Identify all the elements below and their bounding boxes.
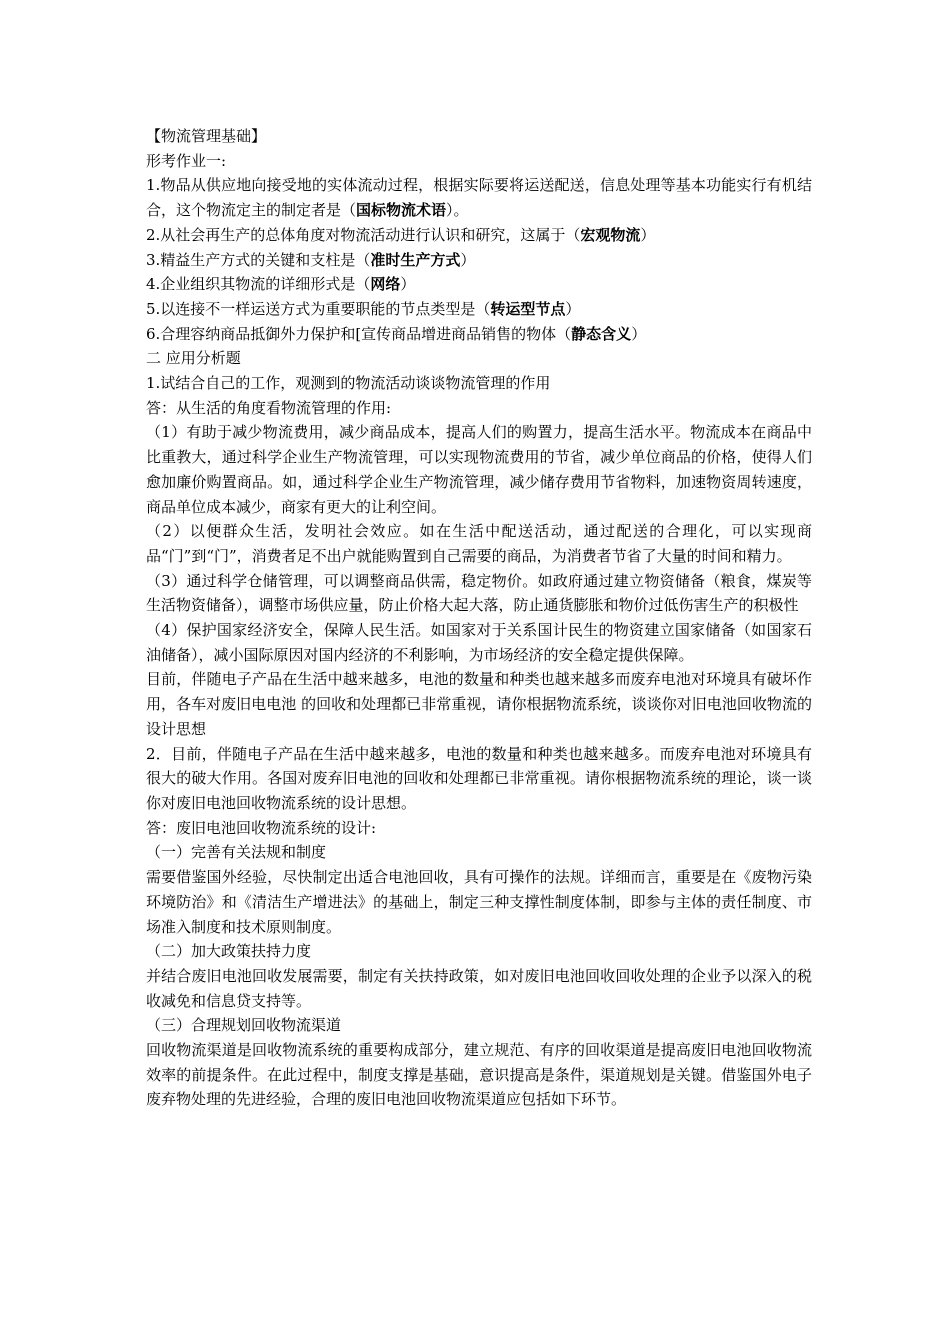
answer-paragraph: 并结合废旧电池回收发展需要，制定有关扶持政策，如对废旧电池回收回收处理的企业予以深入的税收减免和信息贷支持等。 [146, 966, 812, 1010]
question-text: 4.企业组织其物流的详细形式是（ [146, 275, 371, 294]
question-end: ） [631, 324, 647, 343]
question-preamble: 目前，伴随电子产品在生活中越来越多，电池的数量和种类也越来越多而废弃电池对环境具有破坏作用，各车对废旧电电池 的回收和处理都已非常重视，请你根据物流系统，谈谈你对旧电池回收物流的设计思想 [146, 670, 812, 738]
answer-subheading: （三）合理规划回收物流渠道 [146, 1016, 342, 1035]
analysis-question-1: 1.试结合自己的工作，观测到的物流活动谈谈物流管理的作用 [146, 374, 551, 393]
question-end: ） [565, 299, 581, 318]
answer-intro: 答：废旧电池回收物流系统的设计: [146, 818, 377, 837]
answer-paragraph: （2）以便群众生活，发明社会效应。如在生活中配送活动，通过配送的合理化，可以实现商品“门”到“门”，消费者足不出户就能购置到自己需要的商品，为消费者节省了大量的时间和精力。 [146, 522, 812, 565]
answer-subheading: （一）完善有关法规和制度 [146, 843, 327, 862]
question-4 [146, 272, 812, 297]
question-answer: 国标物流术语 [356, 201, 447, 220]
question-text: 2.从社会再生产的总体角度对物流活动进行认识和研究，这属于（ [146, 225, 581, 244]
question-text: 3.精益生产方式的关键和支柱是（ [146, 250, 371, 269]
question-1 [146, 173, 812, 222]
question-text: 5.以连接不一样运送方式为重要职能的节点类型是（ [146, 299, 491, 318]
document-page [146, 124, 812, 1112]
answer-paragraph: （1）有助于减少物流费用，减少商品成本，提高人们的购置力，提高生活水平。物流成本在商品中比重教大，通过科学企业生产物流管理，可以实现物流费用的节省，减少单位商品的价格，使得人们愈加廉价购置商品。如，通过科学企业生产物流管理，减少储存费用节省物料，加速物资周转速度，商品单位成本减少，商家有更大的让利空间。 [146, 423, 812, 516]
question-answer: 准时生产方式 [370, 250, 461, 269]
question-answer: 转运型节点 [490, 299, 566, 318]
doc-title: 【物流管理基础】 [146, 127, 267, 145]
homework-title: 形考作业一: [146, 151, 227, 170]
answer-intro: 答：从生活的角度看物流管理的作用: [146, 398, 392, 417]
question-end: ） [640, 225, 656, 244]
question-answer: 宏观物流 [580, 225, 641, 244]
question-end: ） [460, 250, 476, 269]
question-3 [146, 248, 812, 273]
answer-subheading: （二）加大政策扶持力度 [146, 942, 312, 961]
answer-paragraph: 需要借鉴国外经验，尽快制定出适合电池回收，具有可操作的法规。详细而言，重要是在《废物污染环境防治》和《清洁生产增进法》的基础上，制定三种支撑性制度体制，即参与主体的责任制度、市场准入制度和技术原则制度。 [146, 868, 812, 936]
section-heading: 二 应用分析题 [146, 349, 241, 368]
question-answer: 网络 [370, 275, 401, 294]
answer-paragraph: （4）保护国家经济安全，保障人民生活。如国家对于关系国计民生的物资建立国家储备（如国家石油储备），减小国际原因对国内经济的不利影响，为市场经济的安全稳定提供保障。 [146, 621, 812, 664]
question-6 [146, 322, 812, 347]
question-end: ）。 [446, 201, 469, 220]
question-text: 1.物品从供应地向接受地的实体流动过程，根据实际要将运送配送，信息处理等基本功能实行有机结合，这个物流定主的制定者是（ [146, 176, 812, 220]
analysis-question-2: 2．目前，伴随电子产品在生活中越来越多，电池的数量和种类也越来越多。而废弃电池对环境具有很大的破大作用。各国对废弃旧电池的回收和处理都已非常重视。请你根据物流系统的理论，谈一谈你对废旧电池回收物流系统的设计思想。 [146, 744, 812, 812]
answer-paragraph: 回收物流渠道是回收物流系统的重要构成部分，建立规范、有序的回收渠道是提高废旧电池回收物流效率的前提条件。在此过程中，制度支撑是基础，意识提高是条件，渠道规划是关键。借鉴国外电子废弃物处理的先进经验，合理的废旧电池回收物流渠道应包括如下环节。 [146, 1041, 812, 1109]
question-answer: 静态含义 [571, 324, 632, 343]
question-text: 6.合理容纳商品抵御外力保护和[宣传商品增进商品销售的物体（ [146, 324, 572, 343]
question-2 [146, 223, 812, 248]
answer-paragraph: （3）通过科学仓储管理，可以调整商品供需，稳定物价。如政府通过建立物资储备（粮食，煤炭等生活物资储备），调整市场供应量，防止价格大起大落，防止通货膨胀和物价过低伤害生产的积极性 [146, 571, 812, 615]
question-5 [146, 297, 812, 322]
question-end: ） [400, 275, 416, 294]
